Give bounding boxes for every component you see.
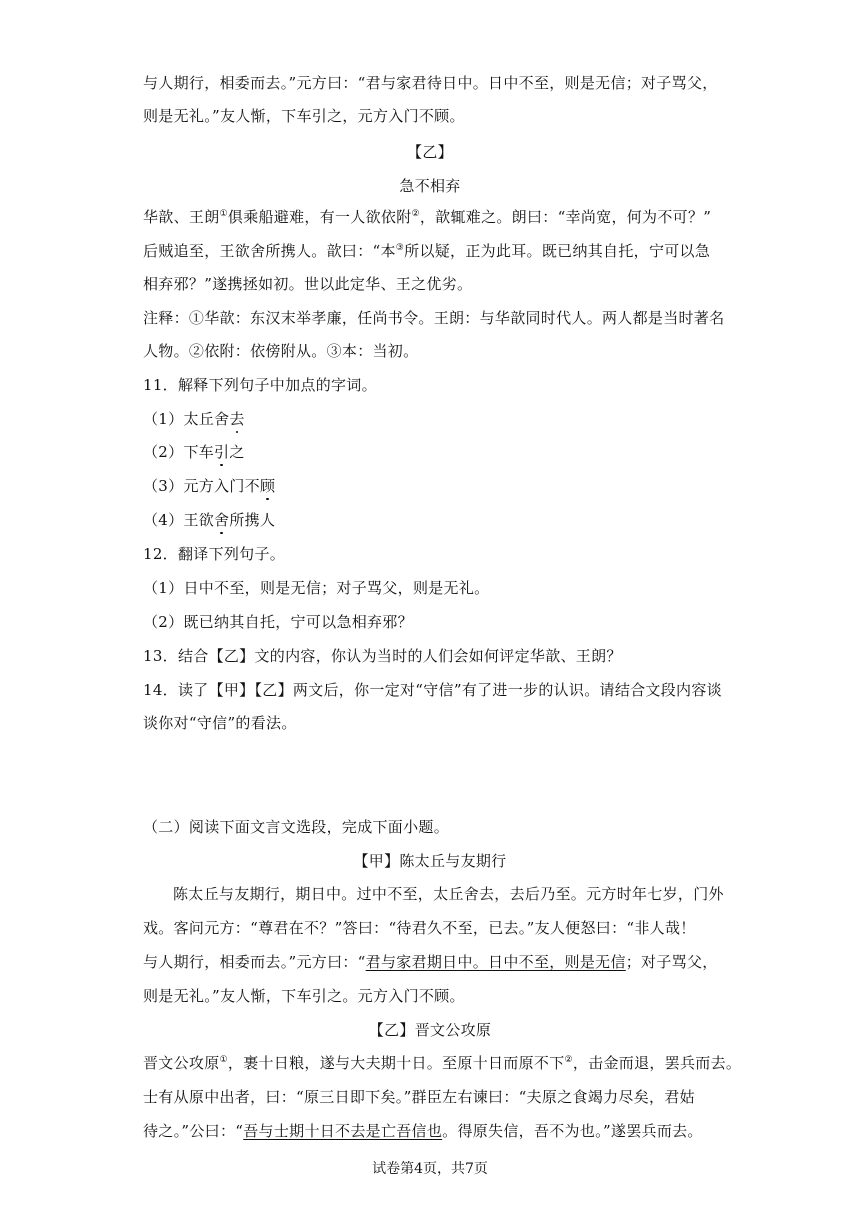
dotted-char: 顾 — [259, 477, 276, 495]
question-11-1: （1）太丘舍去 — [143, 410, 245, 428]
yi-line-1: 华歆、王朗①俱乘船避难，有一人欲依附②，歆辄难之。朗曰：“幸尚宽，何为不可？” — [143, 208, 712, 226]
dotted-char: 引 — [214, 443, 230, 461]
question-11-3: （3）元方入门不顾 — [143, 477, 276, 495]
section-2-jia-line-1: 陈太丘与友期行，期日中。过中不至，太丘舍去，去后乃至。元方时年七岁，门外 — [173, 885, 724, 903]
question-13: 13．结合【乙】文的内容，你认为当时的人们会如何评定华歆、王朗？ — [143, 647, 622, 665]
yi-marker: 【乙】 — [407, 143, 453, 161]
question-14-line-2: 谈你对“守信”的看法。 — [143, 714, 297, 732]
underlined-sentence: 君与家君期日中。日中不至，则是无信 — [365, 953, 626, 971]
section-2-jia-line-2: 戏。客问元方：“尊君在不？”答曰：“待君久不至，已去。”友人便怒曰：“非人哉！ — [143, 919, 696, 937]
section-2-yi-line-2: 士有从原中出者，曰：“原三日即下矣。”群臣左右谏曰：“夫原之食竭力尽矣，君姑 — [143, 1088, 695, 1106]
section-2-jia-line-4: 则是无礼。”友人惭，下车引之。元方入门不顾。 — [143, 987, 465, 1005]
section-2-jia-line-3: 与人期行，相委而去。”元方曰：“君与家君期日中。日中不至，则是无信；对子骂父， — [143, 953, 718, 971]
yi-line-2: 后贼追至，王欲舍所携人。歆曰：“本③所以疑，正为此耳。既已纳其自托，宁可以急 — [143, 242, 711, 260]
yi-note-2: 人物。②依附：依傍附从。③本：当初。 — [143, 342, 419, 360]
section-2-yi-line-1: 晋文公攻原①，裹十日粮，遂与大夫期十日。至原十日而原不下②，击金而退，罢兵而去。 — [143, 1054, 742, 1072]
dotted-char: 去 — [229, 410, 245, 428]
question-11-2: （2）下车引之 — [143, 443, 245, 461]
section-2-yi-line-3: 待之。”公曰：“吾与士期十日不去是亡吾信也。得原失信，吾不为也。”遂罢兵而去。 — [143, 1122, 703, 1140]
yi-line-3: 相弃邪？”遂携拯如初。世以此定华、王之优劣。 — [143, 275, 473, 293]
underlined-sentence: 吾与士期十日不去是亡吾信也 — [243, 1122, 443, 1140]
page-footer: 试卷第4页，共7页 — [372, 1161, 488, 1177]
question-12: 12．翻译下列句子。 — [143, 545, 286, 563]
section-2-heading: （二）阅读下面文言文选段，完成下面小题。 — [143, 818, 450, 836]
section-2-yi-title: 【乙】晋文公攻原 — [368, 1021, 492, 1039]
yi-note-1: 注释：①华歆：东汉末举孝廉，任尚书令。王朗：与华歆同时代人。两人都是当时著名 — [143, 309, 725, 327]
jia-tail-line-2: 则是无礼。”友人惭，下车引之，元方入门不顾。 — [143, 107, 465, 125]
question-14-line-1: 14．读了【甲】【乙】两文后，你一定对“守信”有了进一步的认识。请结合文段内容谈 — [143, 681, 722, 699]
section-2-jia-title: 【甲】陈太丘与友期行 — [353, 852, 507, 870]
question-12-1: （1）日中不至，则是无信；对子骂父，则是无礼。 — [143, 579, 490, 597]
jia-tail-line-1: 与人期行，相委而去。”元方曰：“君与家君待日中。日中不至，则是无信；对子骂父， — [143, 74, 718, 92]
yi-title: 急不相弃 — [399, 177, 461, 195]
question-12-2: （2）既已纳其自托，宁可以急相弃邪？ — [143, 613, 413, 631]
question-11: 11．解释下列句子中加点的字词。 — [143, 376, 377, 394]
question-11-4: （4）王欲舍所携人 — [143, 511, 276, 529]
dotted-char: 舍 — [214, 511, 230, 529]
